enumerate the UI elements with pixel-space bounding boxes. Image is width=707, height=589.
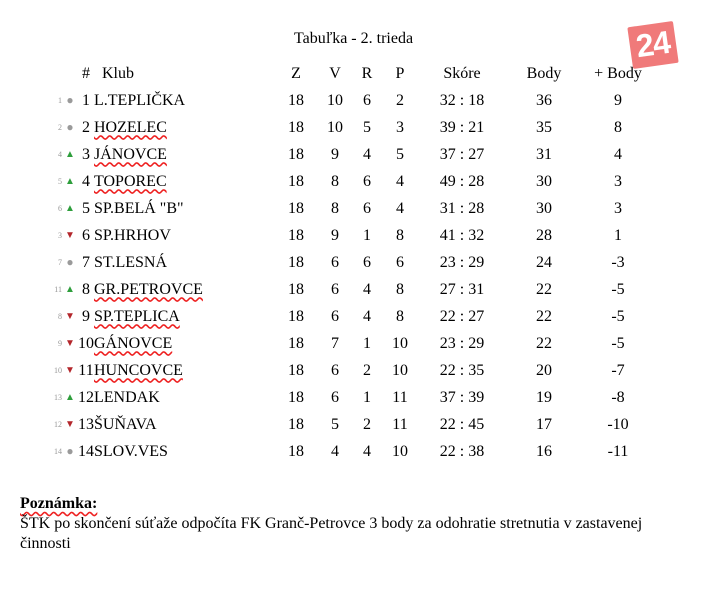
table-row	[42, 330, 654, 357]
plus-points: 4	[614, 145, 622, 163]
wins: 6	[331, 280, 339, 298]
rank: 1	[82, 91, 90, 109]
draws: 6	[363, 91, 371, 109]
matches: 18	[288, 199, 304, 217]
table-row	[42, 357, 654, 384]
draws: 5	[363, 118, 371, 136]
previous-rank: 2	[58, 123, 62, 132]
plus-points: -7	[611, 361, 625, 379]
rank: 2	[82, 118, 90, 136]
matches: 18	[288, 307, 304, 325]
score: 32 : 18	[439, 91, 485, 109]
matches: 18	[288, 172, 304, 190]
header-points: Body	[526, 64, 562, 82]
logo-text: 24	[633, 23, 672, 65]
matches: 18	[288, 145, 304, 163]
points: 22	[536, 307, 552, 325]
score: 37 : 27	[439, 145, 485, 163]
wins: 6	[331, 307, 339, 325]
points: 28	[536, 226, 552, 244]
wins: 7	[331, 334, 339, 352]
previous-rank: 13	[54, 393, 62, 402]
score: 27 : 31	[439, 280, 485, 298]
header-z: Z	[291, 64, 301, 82]
standings-table	[42, 60, 654, 465]
matches: 18	[288, 280, 304, 298]
header-plus-points: + Body	[594, 64, 642, 82]
rank: 6	[82, 226, 90, 244]
club-name: GR.PETROVCE	[94, 280, 203, 298]
dot-icon: ●	[66, 93, 74, 107]
club-name: ST.LESNÁ	[94, 253, 168, 271]
table-row	[42, 222, 654, 249]
draws: 6	[363, 199, 371, 217]
table-row	[42, 87, 654, 114]
points: 30	[536, 199, 552, 217]
draws: 1	[363, 226, 371, 244]
club-name: SP.TEPLICA	[94, 307, 180, 325]
dot-icon: ●	[66, 255, 74, 269]
note-text: ŠTK po skončení súťaže odpočíta FK Granč-Petrovce 3 body za odohratie stretnutia v zastavenej činnosti	[20, 515, 643, 552]
plus-points: 9	[614, 91, 622, 109]
table-row	[42, 141, 654, 168]
matches: 18	[288, 253, 304, 271]
header-p: P	[395, 64, 405, 82]
plus-points: 1	[614, 226, 622, 244]
arrow-up-icon: ▲	[65, 284, 75, 295]
arrow-down-icon: ▼	[65, 311, 75, 322]
table-row	[42, 411, 654, 438]
points: 20	[536, 361, 552, 379]
wins: 8	[331, 172, 339, 190]
matches: 18	[288, 91, 304, 109]
previous-rank: 4	[58, 150, 62, 159]
previous-rank: 5	[58, 177, 62, 186]
rank: 3	[82, 145, 90, 163]
standings-body	[42, 87, 654, 465]
table-row	[42, 114, 654, 141]
header-score: Skóre	[443, 64, 481, 82]
plus-points: -5	[611, 307, 625, 325]
score: 39 : 21	[439, 118, 485, 136]
plus-points: -3	[611, 253, 625, 271]
matches: 18	[288, 415, 304, 433]
score: 22 : 38	[439, 442, 485, 460]
page-title: Tabuľka - 2. trieda	[293, 30, 414, 47]
points: 19	[536, 388, 552, 406]
club-name: SP.HRHOV	[94, 226, 171, 244]
draws: 6	[363, 253, 371, 271]
previous-rank: 12	[54, 420, 62, 429]
losses: 5	[396, 145, 404, 163]
wins: 5	[331, 415, 339, 433]
losses: 4	[396, 172, 404, 190]
wins: 9	[331, 226, 339, 244]
plus-points: 8	[614, 118, 622, 136]
losses: 10	[392, 361, 408, 379]
score: 23 : 29	[439, 334, 485, 352]
wins: 10	[327, 91, 343, 109]
draws: 4	[363, 280, 371, 298]
losses: 8	[396, 307, 404, 325]
club-name: LENDAK	[94, 388, 160, 406]
matches: 18	[288, 226, 304, 244]
wins: 6	[331, 253, 339, 271]
plus-points: -11	[607, 442, 629, 460]
wins: 9	[331, 145, 339, 163]
losses: 11	[392, 415, 408, 433]
club-name: ŠUŇAVA	[94, 415, 157, 433]
table-row	[42, 276, 654, 303]
score: 37 : 39	[439, 388, 485, 406]
losses: 8	[396, 280, 404, 298]
draws: 2	[363, 361, 371, 379]
plus-points: -8	[611, 388, 625, 406]
header-r: R	[361, 64, 373, 82]
arrow-down-icon: ▼	[65, 338, 75, 349]
table-row	[42, 168, 654, 195]
rank: 5	[82, 199, 90, 217]
previous-rank: 10	[54, 366, 62, 375]
matches: 18	[288, 118, 304, 136]
header-trend	[62, 60, 78, 87]
rank: 14	[78, 442, 94, 460]
previous-rank: 6	[58, 204, 62, 213]
points: 22	[536, 334, 552, 352]
points: 24	[536, 253, 552, 271]
wins: 4	[331, 442, 339, 460]
wins: 6	[331, 388, 339, 406]
draws: 4	[363, 442, 371, 460]
arrow-down-icon: ▼	[65, 419, 75, 430]
matches: 18	[288, 442, 304, 460]
rank: 13	[78, 415, 94, 433]
rank: 4	[82, 172, 90, 190]
score: 31 : 28	[439, 199, 485, 217]
club-name: L.TEPLIČKA	[94, 91, 186, 109]
club-name: JÁNOVCE	[94, 145, 167, 163]
previous-rank: 1	[58, 96, 62, 105]
draws: 4	[363, 307, 371, 325]
table-row	[42, 438, 654, 465]
club-name: TOPOREC	[94, 172, 167, 190]
header-rank: #	[82, 64, 90, 82]
losses: 11	[392, 388, 408, 406]
points: 36	[536, 91, 552, 109]
points: 16	[536, 442, 552, 460]
matches: 18	[288, 388, 304, 406]
table-row	[42, 249, 654, 276]
rank: 9	[82, 307, 90, 325]
points: 17	[536, 415, 552, 433]
arrow-up-icon: ▲	[65, 203, 75, 214]
score: 49 : 28	[439, 172, 485, 190]
points: 31	[536, 145, 552, 163]
header-prev	[42, 60, 62, 87]
losses: 6	[396, 253, 404, 271]
score: 22 : 35	[439, 361, 485, 379]
club-name: GÁNOVCE	[94, 334, 173, 352]
plus-points: 3	[614, 172, 622, 190]
rank: 11	[78, 361, 94, 379]
note	[20, 494, 680, 554]
draws: 2	[363, 415, 371, 433]
plus-points: -5	[611, 280, 625, 298]
losses: 4	[396, 199, 404, 217]
rank: 10	[78, 334, 94, 352]
points: 22	[536, 280, 552, 298]
wins: 10	[327, 118, 343, 136]
arrow-up-icon: ▲	[65, 149, 75, 160]
losses: 8	[396, 226, 404, 244]
plus-points: 3	[614, 199, 622, 217]
dot-icon: ●	[66, 120, 74, 134]
previous-rank: 9	[58, 339, 62, 348]
losses: 2	[396, 91, 404, 109]
plus-points: -10	[607, 415, 629, 433]
matches: 18	[288, 334, 304, 352]
wins: 8	[331, 199, 339, 217]
header-club: Klub	[102, 64, 134, 82]
header-row	[42, 60, 654, 87]
arrow-down-icon: ▼	[65, 365, 75, 376]
wins: 6	[331, 361, 339, 379]
club-name: HUNCOVCE	[94, 361, 183, 379]
club-name: SP.BELÁ "B"	[94, 199, 184, 217]
dot-icon: ●	[66, 444, 74, 458]
arrow-up-icon: ▲	[65, 176, 75, 187]
previous-rank: 14	[54, 447, 62, 456]
score: 22 : 45	[439, 415, 485, 433]
draws: 4	[363, 145, 371, 163]
table-row	[42, 303, 654, 330]
previous-rank: 3	[58, 231, 62, 240]
header-v: V	[329, 64, 341, 82]
draws: 1	[363, 388, 371, 406]
plus-points: -5	[611, 334, 625, 352]
previous-rank: 7	[58, 258, 62, 267]
points: 30	[536, 172, 552, 190]
previous-rank: 11	[54, 285, 62, 294]
score: 41 : 32	[439, 226, 485, 244]
losses: 10	[392, 442, 408, 460]
previous-rank: 8	[58, 312, 62, 321]
losses: 10	[392, 334, 408, 352]
rank: 12	[78, 388, 94, 406]
note-heading: Poznámka:	[20, 495, 98, 512]
rank: 7	[82, 253, 90, 271]
draws: 1	[363, 334, 371, 352]
score: 22 : 27	[439, 307, 485, 325]
losses: 3	[396, 118, 404, 136]
arrow-up-icon: ▲	[65, 392, 75, 403]
table-row	[42, 195, 654, 222]
draws: 6	[363, 172, 371, 190]
table-row	[42, 384, 654, 411]
rank: 8	[82, 280, 90, 298]
club-name: SLOV.VES	[94, 442, 168, 460]
club-name: HOZELEC	[94, 118, 167, 136]
points: 35	[536, 118, 552, 136]
arrow-down-icon: ▼	[65, 230, 75, 241]
score: 23 : 29	[439, 253, 485, 271]
matches: 18	[288, 361, 304, 379]
